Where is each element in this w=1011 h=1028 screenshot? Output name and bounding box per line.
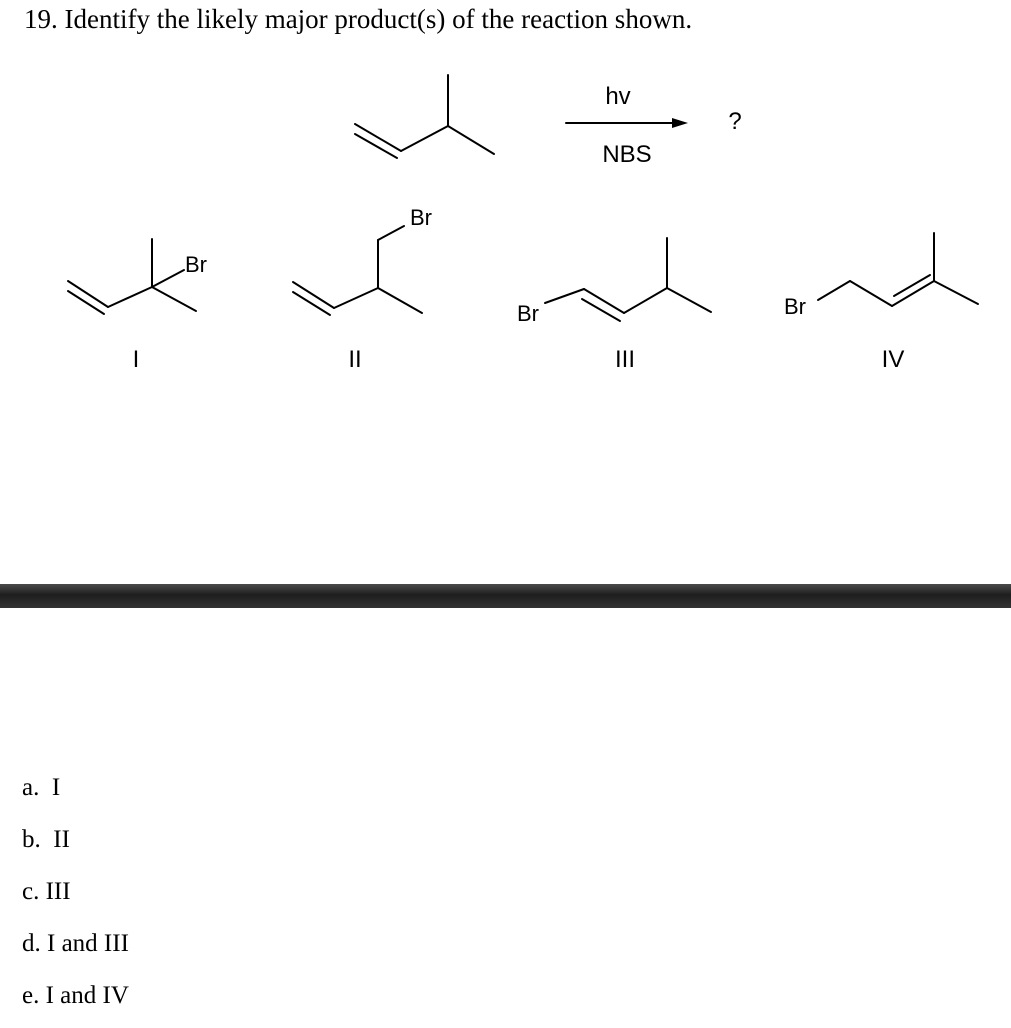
- structure-ii-br-label: Br: [410, 205, 432, 230]
- choice-letter: d.: [22, 930, 41, 957]
- structure-i-br-label: Br: [185, 252, 207, 277]
- reaction-arrow: [566, 118, 688, 128]
- structure-i-label: I: [132, 346, 140, 373]
- choice-a[interactable]: [22, 768, 129, 820]
- condition-top: hv: [605, 83, 631, 110]
- answer-choices: [22, 768, 129, 1028]
- condition-bottom: NBS: [602, 141, 652, 168]
- choice-text: I: [51, 774, 61, 801]
- choice-c[interactable]: [22, 872, 129, 924]
- choice-text: I and IV: [45, 982, 129, 1009]
- structure-iii: [545, 238, 711, 321]
- structure-iii-br-label: Br: [517, 301, 539, 326]
- choice-letter: a.: [22, 774, 40, 801]
- starting-material-structure: [355, 75, 494, 158]
- structure-iv-br-label: Br: [784, 294, 806, 319]
- product-placeholder: ?: [728, 108, 742, 135]
- structure-iv-label: IV: [881, 346, 905, 373]
- choice-text: I and III: [47, 930, 129, 957]
- choice-text: II: [53, 826, 70, 853]
- structure-i: [68, 239, 196, 314]
- choice-letter: e.: [22, 982, 40, 1009]
- structure-ii-label: II: [348, 346, 362, 373]
- choice-letter: c.: [22, 878, 40, 905]
- structure-iv: [818, 233, 978, 306]
- section-divider-bar: [0, 584, 1011, 608]
- reaction-scheme: [0, 0, 1011, 400]
- choice-e[interactable]: [22, 976, 129, 1028]
- question-text: 19. Identify the likely major product(s) of the reaction shown.: [24, 4, 693, 34]
- structure-ii: [293, 226, 422, 315]
- choice-text: III: [45, 878, 71, 905]
- choice-letter: b.: [22, 826, 41, 853]
- structure-iii-label: III: [614, 346, 636, 373]
- choice-b[interactable]: [22, 820, 129, 872]
- choice-d[interactable]: [22, 924, 129, 976]
